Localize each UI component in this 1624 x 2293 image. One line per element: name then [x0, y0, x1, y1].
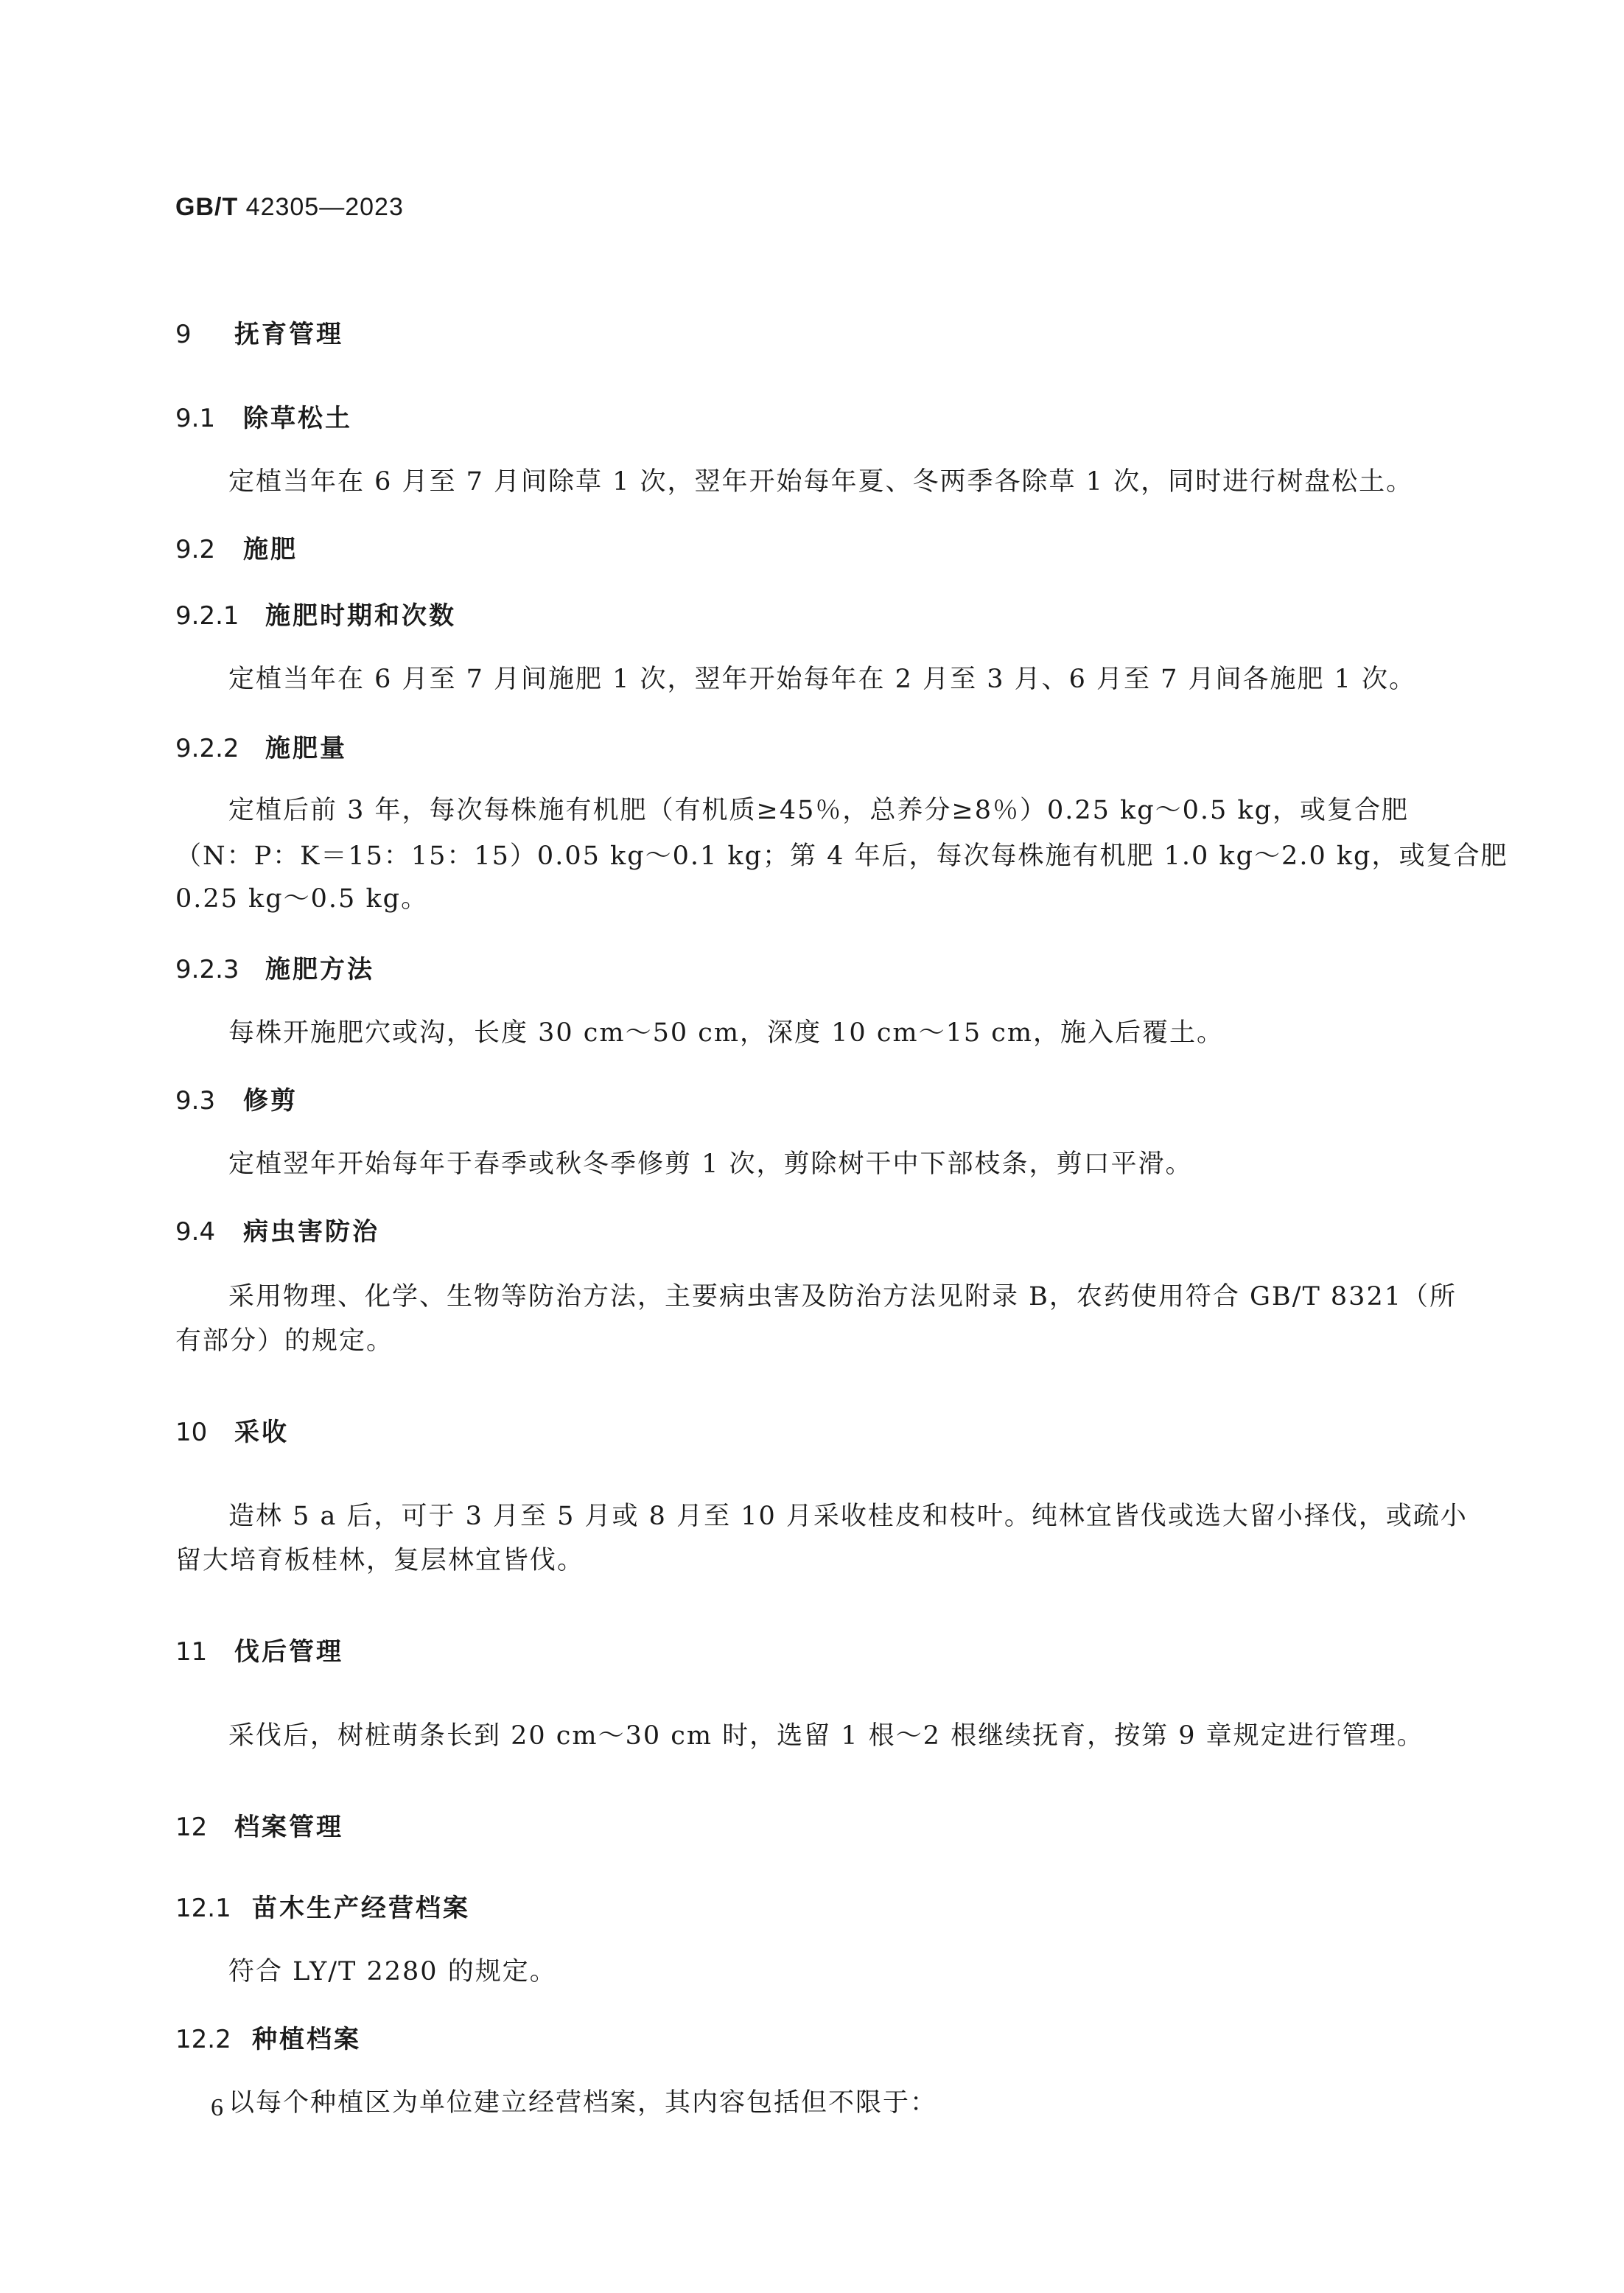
section-number: 12.2 — [175, 2025, 231, 2054]
section-heading-9-2-1 — [175, 595, 456, 631]
section-title: 施肥量 — [265, 734, 347, 763]
section-title: 抚育管理 — [234, 320, 343, 349]
section-title: 档案管理 — [234, 1813, 343, 1842]
paragraph-9-2-2-line-2: （N：P：K＝15：15：15）0.05 kg～0.1 kg；第 4 年后，每次每株施有机肥 1.0 kg～2.0 kg，或复合肥 — [175, 841, 1508, 871]
paragraph-11: 采伐后，树桩萌条长到 20 cm～30 cm 时，选留 1 根～2 根继续抚育，按第 9 章规定进行管理。 — [228, 1721, 1424, 1751]
section-number: 9.2.2 — [175, 734, 239, 763]
section-title: 种植档案 — [252, 2025, 361, 2054]
section-title: 病虫害防治 — [243, 1217, 379, 1247]
paragraph-10-line-1: 造林 5 a 后，可于 3 月至 5 月或 8 月至 10 月采收桂皮和枝叶。纯林宜皆伐或选大留小择伐，或疏小 — [228, 1502, 1468, 1531]
section-heading-11 — [175, 1631, 343, 1667]
section-number: 11 — [175, 1637, 208, 1667]
section-heading-9 — [175, 314, 343, 350]
section-heading-9-2 — [175, 529, 298, 565]
section-title: 修剪 — [243, 1086, 298, 1116]
section-number: 9 — [175, 320, 192, 349]
section-heading-12-2 — [175, 2019, 361, 2055]
section-number: 9.3 — [175, 1086, 216, 1116]
standard-number: 42305—2023 — [245, 193, 404, 221]
paragraph-9-4-line-2: 有部分）的规定。 — [175, 1326, 394, 1356]
paragraph-12-1: 符合 LY/T 2280 的规定。 — [228, 1957, 557, 1986]
section-title: 施肥 — [243, 535, 298, 564]
section-title: 施肥时期和次数 — [265, 601, 456, 631]
paragraph-9-2-3: 每株开施肥穴或沟，长度 30 cm～50 cm，深度 10 cm～15 cm，施入后覆土。 — [228, 1018, 1225, 1048]
standard-code: GB/T — [175, 193, 239, 221]
section-title: 采收 — [234, 1418, 289, 1447]
section-heading-9-2-3 — [175, 949, 374, 985]
paragraph-9-2-2-line-1: 定植后前 3 年，每次每株施有机肥（有机质≥45％，总养分≥8％）0.25 kg～0.5 kg，或复合肥 — [228, 796, 1410, 825]
paragraph-12-2: 以每个种植区为单位建立经营档案，其内容包括但不限于： — [228, 2088, 938, 2118]
section-title: 伐后管理 — [234, 1637, 343, 1667]
section-heading-12-1 — [175, 1888, 470, 1924]
section-number: 12.1 — [175, 1894, 231, 1923]
section-heading-9-1 — [175, 398, 352, 434]
paragraph-9-2-1: 定植当年在 6 月至 7 月间施肥 1 次，翌年开始每年在 2 月至 3 月、6 月至 7 月间各施肥 1 次。 — [228, 665, 1417, 694]
paragraph-9-3: 定植翌年开始每年于春季或秋冬季修剪 1 次，剪除树干中下部枝条，剪口平滑。 — [228, 1149, 1193, 1179]
page-number: 6 — [211, 2094, 223, 2121]
section-title: 施肥方法 — [265, 955, 374, 984]
section-heading-10 — [175, 1412, 289, 1448]
section-number: 10 — [175, 1418, 208, 1447]
section-heading-9-2-2 — [175, 728, 347, 764]
paragraph-9-4-line-1: 采用物理、化学、生物等防治方法，主要病虫害及防治方法见附录 B，农药使用符合 GB/T 8321（所 — [228, 1282, 1457, 1312]
paragraph-9-2-2-line-3: 0.25 kg～0.5 kg。 — [175, 884, 429, 914]
section-number: 9.2.3 — [175, 955, 239, 984]
section-number: 9.1 — [175, 404, 216, 433]
section-heading-9-4 — [175, 1211, 379, 1247]
paragraph-9-1: 定植当年在 6 月至 7 月间除草 1 次，翌年开始每年夏、冬两季各除草 1 次，同时进行树盘松土。 — [228, 467, 1414, 497]
section-heading-9-3 — [175, 1080, 298, 1116]
section-number: 12 — [175, 1813, 208, 1842]
section-title: 除草松土 — [243, 404, 352, 433]
standard-header — [175, 193, 404, 222]
section-title: 苗木生产经营档案 — [252, 1894, 470, 1923]
section-number: 9.4 — [175, 1217, 216, 1247]
section-heading-12 — [175, 1807, 343, 1843]
paragraph-10-line-2: 留大培育板桂林，复层林宜皆伐。 — [175, 1546, 585, 1575]
section-number: 9.2 — [175, 535, 216, 564]
section-number: 9.2.1 — [175, 601, 239, 631]
